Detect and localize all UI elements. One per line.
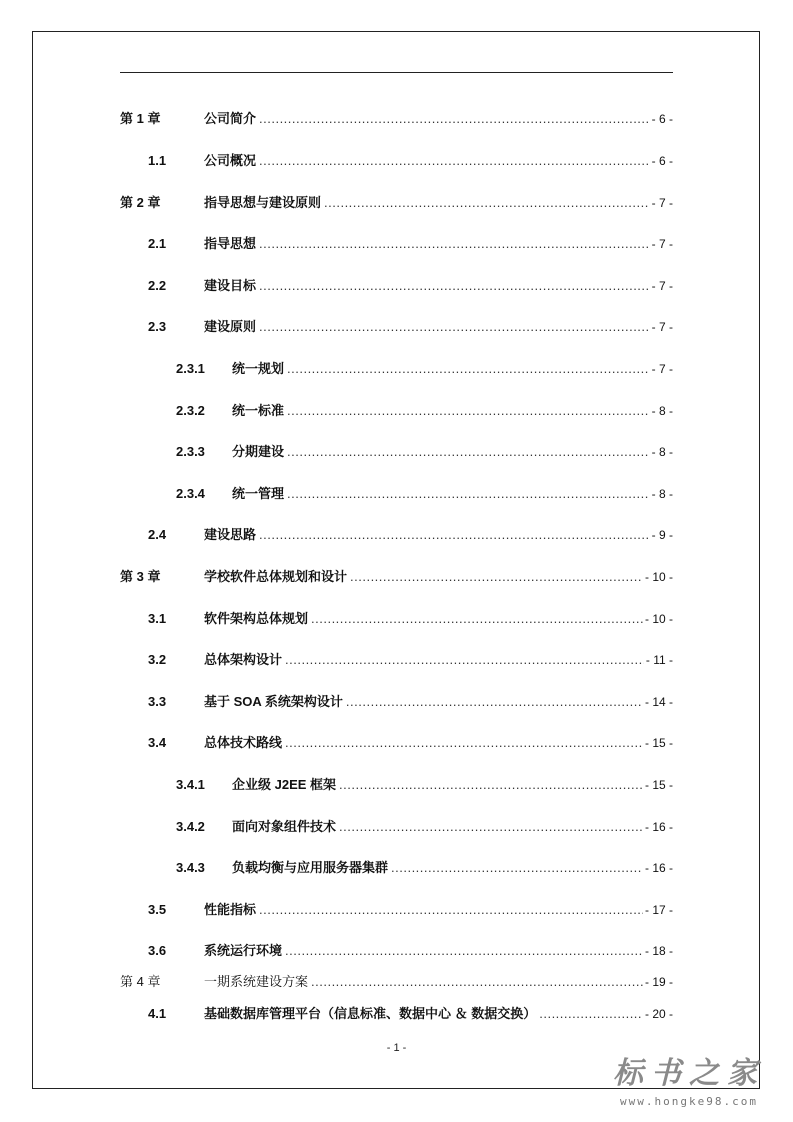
page-number: - 1 - [386,1042,407,1054]
toc-entry-title: 建设目标 [204,278,257,293]
toc-leader-dots [285,735,643,750]
toc-leader-dots [287,361,650,376]
toc-entry-number: 3.4.2 [176,819,205,834]
toc-leader-dots [287,403,650,418]
toc-entry[interactable] [148,1003,673,1023]
toc-entry[interactable] [148,275,673,295]
toc-leader-dots [287,486,650,501]
toc-entry-page: - 7 - [651,362,673,376]
toc-entry-title: 性能指标 [204,902,257,917]
toc-leader-dots [259,902,643,917]
toc-leader-dots [259,278,650,293]
toc-leader-dots [287,444,650,459]
toc-entry[interactable] [148,732,673,752]
toc-entry[interactable] [120,971,673,991]
toc-entry-page: - 16 - [644,861,673,875]
toc-entry-number: 3.3 [148,694,167,709]
toc-entry[interactable] [148,899,673,919]
toc-leader-dots [285,652,644,667]
toc-entry-number: 4.1 [148,1006,167,1021]
watermark-text: 标书之家 [613,1056,765,1091]
page-border [32,31,760,1089]
toc-entry-number: 3.2 [148,652,167,667]
toc-leader-dots [259,153,650,168]
toc-leader-dots [285,943,643,958]
toc-entry[interactable] [120,566,673,586]
toc-entry-page: - 6 - [651,154,673,168]
toc-entry-page: - 18 - [644,944,673,958]
toc-entry[interactable] [148,150,673,170]
toc-entry-title: 指导思想与建设原则 [204,195,322,210]
toc-entry-title: 公司概况 [204,153,257,168]
toc-entry[interactable] [176,774,673,794]
toc-leader-dots [350,569,643,584]
toc-entry-title: 总体技术路线 [204,735,283,750]
toc-entry-number: 2.3.2 [176,403,205,418]
toc-entry-number: 1.1 [148,153,167,168]
toc-entry-title: 统一标准 [232,403,285,418]
toc-entry-number: 2.3.3 [176,444,205,459]
toc-leader-dots [324,195,650,210]
toc-entry[interactable] [120,192,673,212]
toc-entry-title: 基于 SOA 系统架构设计 [204,694,343,709]
toc-leader-dots [259,111,650,126]
toc-entry-page: - 15 - [644,736,673,750]
toc-leader-dots [311,611,643,626]
toc-entry-page: - 11 - [645,653,673,667]
toc-entry-number: 3.4.1 [176,777,205,792]
toc-entry-page: - 9 - [651,528,673,542]
toc-entry[interactable] [148,691,673,711]
toc-entry-page: - 20 - [644,1007,673,1021]
toc-entry[interactable] [148,608,673,628]
toc-entry-page: - 10 - [644,612,673,626]
toc-entry-number: 2.2 [148,278,167,293]
toc-entry-page: - 8 - [651,487,673,501]
toc-entry-number: 第 1 章 [120,111,161,126]
toc-entry-title: 总体架构设计 [204,652,283,667]
toc-leader-dots [391,860,643,875]
toc-entry-number: 2.3.1 [176,361,205,376]
toc-entry-title: 建设思路 [204,527,257,542]
toc-entry[interactable] [176,483,673,503]
toc-entry-page: - 17 - [644,903,673,917]
toc-entry-page: - 14 - [644,695,673,709]
toc-entry[interactable] [176,816,673,836]
toc-entry-title: 一期系统建设方案 [204,974,309,989]
watermark-logo [609,1057,769,1108]
toc-entry-title: 负载均衡与应用服务器集群 [232,860,389,875]
toc-entry-number: 3.4 [148,735,167,750]
toc-entry-page: - 8 - [651,445,673,459]
toc-entry[interactable] [176,358,673,378]
toc-entry-title: 系统运行环境 [204,943,283,958]
toc-leader-dots [259,319,650,334]
toc-entry-page: - 7 - [651,279,673,293]
toc-entry-number: 2.4 [148,527,167,542]
toc-leader-dots [259,236,650,251]
toc-entry-number: 3.5 [148,902,167,917]
toc-entry-title: 分期建设 [232,444,285,459]
toc-entry[interactable] [148,233,673,253]
toc-entry-page: - 6 - [651,112,673,126]
toc-entry-page: - 16 - [644,820,673,834]
toc-entry-title: 学校软件总体规划和设计 [204,569,348,584]
toc-entry[interactable] [176,400,673,420]
toc-entry-page: - 7 - [651,320,673,334]
header-rule [120,72,673,73]
toc-entry[interactable] [120,108,673,128]
toc-entry-page: - 7 - [651,196,673,210]
toc-entry[interactable] [176,441,673,461]
toc-entry-title: 软件架构总体规划 [204,611,309,626]
toc-leader-dots [346,694,643,709]
toc-entry[interactable] [176,857,673,877]
toc-entry-page: - 15 - [644,778,673,792]
toc-leader-dots [339,777,643,792]
toc-entry-number: 第 2 章 [120,195,161,210]
toc-leader-dots [339,819,643,834]
toc-entry-title: 基础数据库管理平台（信息标准、数据中心 ＆ 数据交换） [204,1006,537,1021]
toc-entry[interactable] [148,316,673,336]
toc-entry-page: - 19 - [644,975,673,989]
toc-entry-title: 公司简介 [204,111,257,126]
toc-entry-number: 第 3 章 [120,569,161,584]
toc-entry-number: 3.4.3 [176,860,205,875]
watermark-url: www.hongke98.com [620,1095,758,1108]
toc-entry[interactable] [148,940,673,960]
toc-entry-title: 指导思想 [204,236,257,251]
toc-entry-page: - 8 - [651,404,673,418]
toc-entry-title: 面向对象组件技术 [232,819,337,834]
toc-entry-page: - 10 - [644,570,673,584]
toc-entry-number: 2.3.4 [176,486,205,501]
toc-entry[interactable] [148,524,673,544]
toc-entry-number: 第 4 章 [120,974,161,989]
toc-entry-title: 统一规划 [232,361,285,376]
toc-entry-title: 企业级 J2EE 框架 [232,777,337,792]
toc-entry-page: - 7 - [651,237,673,251]
toc-entry-title: 统一管理 [232,486,285,501]
toc-entry-number: 2.3 [148,319,167,334]
toc-entry-number: 3.6 [148,943,167,958]
toc-leader-dots [539,1006,643,1021]
toc-entry-title: 建设原则 [204,319,257,334]
toc-entry[interactable] [148,649,673,669]
toc-entry-number: 2.1 [148,236,167,251]
toc-entry-number: 3.1 [148,611,167,626]
toc-leader-dots [311,974,643,989]
toc-leader-dots [259,527,650,542]
